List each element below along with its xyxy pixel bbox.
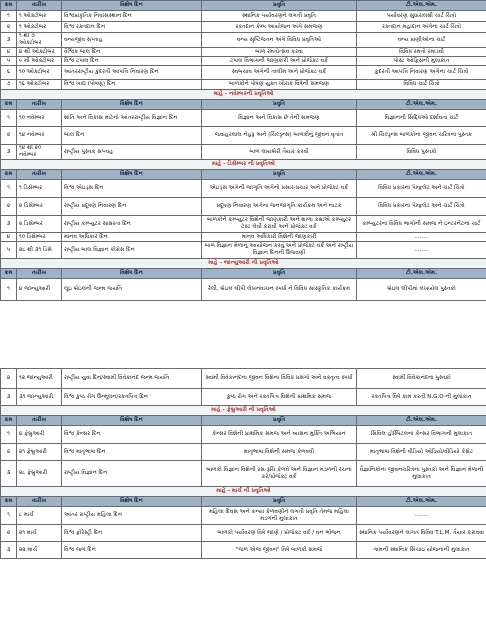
tlm-cell: વિજ્ઞાનની સિદ્ધિઓ દર્શાવતા ચાર્ટ — [357, 110, 486, 127]
header-special-day: વિશેષ દિન — [62, 497, 202, 507]
header-tlm: ટી.એલ.એમ. — [357, 416, 486, 426]
header-special-day: વિશેષ દિન — [62, 416, 202, 426]
tlm-cell: કમ્પ્યુટરના વિવિધ ભાગોની સમજ ને ઇન્ટરનેટના ચાર્ટ — [357, 216, 486, 233]
date-cell: ૨ ડિસેમ્બર — [17, 216, 62, 233]
month-section-title: માહે - માર્ચ ની પ્રવૃતિઓ — [1, 487, 486, 497]
header-tlm: ટી.એલ.એમ. — [357, 170, 486, 180]
serial-cell: ૬ — [1, 66, 17, 80]
tlm-cell: રક્તપિત્ત વિષે કામ કરતી N.G.O ની મુલાકાત — [357, 389, 486, 406]
date-cell: ૧ ઓક્ટોબર — [17, 22, 62, 33]
date-cell: ૨૧ માર્ચ — [17, 525, 62, 542]
activity-cell: "જળ એજ જીવન" વિષે બાળકો સમજે — [202, 542, 357, 559]
special-day-cell: વિશ્વ એઇડ્સ દિન — [62, 180, 202, 198]
serial-cell: ૧ — [1, 180, 17, 198]
header-serial: ક્રમ — [1, 170, 17, 180]
tlm-cell: સ્વામી વિવેકાનંદના પુસ્તકો — [357, 369, 486, 389]
date-cell: ૨ ડિસેમ્બર — [17, 198, 62, 216]
special-day-cell: આંતર રાષ્ટ્રીય મહિલા દિન — [62, 507, 202, 525]
table-row — [1, 369, 486, 389]
date-cell: ૨૮ થી ૩૧ ડિસે — [17, 242, 62, 259]
table-header-row — [1, 170, 486, 180]
date-cell: ૨૮ ફેબ્રુઆરી — [17, 461, 62, 487]
month-section-row — [1, 487, 486, 497]
special-day-cell: રાષ્ટ્રીય પુસ્તક સપ્તાહ — [62, 145, 202, 160]
date-cell: ૧૬ ઓક્ટોબર — [17, 80, 62, 90]
tlm-cell: સ્થાનિક પર્યાવરણને લાગત વિવિધ T.L.M. તૈયાર કરાવવા — [357, 525, 486, 542]
serial-cell: ૨ — [1, 444, 17, 461]
serial-cell: ૩ — [1, 461, 17, 487]
table-row — [1, 525, 486, 542]
special-day-cell: વિશ્વ ટપાલ દિન — [62, 57, 202, 66]
month-section-row — [1, 406, 486, 416]
table-header-row — [1, 269, 486, 279]
tlm-cell: ........ — [357, 242, 486, 259]
special-day-cell: વિશ્વ ફોરેસ્ટ્રી દિન — [62, 525, 202, 542]
month-section-title: માહે - જાન્યુઆરી ની પ્રવૃતિઓ — [1, 259, 486, 269]
table-row — [1, 426, 486, 444]
tlm-cell: બ્રેઇલ લીપીમાં લખાયેલ પુસ્તકો — [357, 279, 486, 301]
serial-cell: ૧ — [1, 110, 17, 127]
special-day-cell: લૂઇ બ્રેઇલની જન્મ જયંતિ — [62, 279, 202, 301]
serial-cell: ૩ — [1, 145, 17, 160]
header-special-day: વિશેષ દિન — [62, 1, 202, 11]
date-cell: ૪ થી ઓક્ટોબર — [17, 48, 62, 57]
tlm-cell: શ્રી ચિલ્ડ્રન્સ બાળકોના જીવન ચરિત્રના પુસ્તક — [357, 127, 486, 145]
header-tlm: ટી.એલ.એમ. — [357, 497, 486, 507]
date-cell: ૧૦ ડિસેમ્બર — [17, 233, 62, 242]
table-row — [1, 279, 486, 301]
serial-cell: ૩ — [1, 542, 17, 559]
tlm-cell: રક્તદાન મહાદાન અંગેના ચાર્ટ ચિત્રો — [357, 22, 486, 33]
date-cell: ૪ ફેબ્રુઆરી — [17, 426, 62, 444]
table-header-row — [1, 100, 486, 110]
tlm-cell: પોસ્ટ ઓફિસની મુલાકાત — [357, 57, 486, 66]
table-row — [1, 66, 486, 80]
activity-cell: બાળ લાયબ્રેરી તૈયાર કરવી — [202, 145, 357, 160]
table-row — [1, 507, 486, 525]
date-cell: ૪ જાન્યુઆરી — [17, 279, 62, 301]
tlm-cell: કુદરતી આપત્તિ નિવારણ અંગેના ચાર્ટ ચિત્રો — [357, 66, 486, 80]
date-cell: ૨૧ ફેબ્રુઆરી — [17, 444, 62, 461]
header-date: તારીખ — [17, 100, 62, 110]
table-row — [1, 11, 486, 22]
date-cell: ૨૨ માર્ચ — [17, 542, 62, 559]
table-row — [1, 542, 486, 559]
serial-cell: ૧ — [1, 279, 17, 301]
date-cell: ૧ થી ૭ ઓક્ટોબર — [17, 33, 62, 48]
tlm-cell: વિવિધ પુસ્તકો — [357, 145, 486, 160]
page-gap — [0, 340, 486, 368]
tlm-cell: ........ — [357, 233, 486, 242]
date-cell: ૩૧ જાન્યુઆરી — [17, 389, 62, 406]
activity-table-top — [0, 0, 486, 301]
schedule-sheet-bottom — [0, 368, 486, 640]
date-cell: ૧૨ જાન્યુઆરી — [17, 369, 62, 389]
table-header-row — [1, 1, 486, 11]
table-row — [1, 444, 486, 461]
header-date: તારીખ — [17, 497, 62, 507]
activity-cell: બાળ વિજ્ઞાન મેળાનું આયોજન કરવું અને પ્રોજેક્ટ વર્ક અને રાષ્ટ્રીય વિજ્ઞાન દિનની ઉજવણી — [202, 242, 357, 259]
activity-cell: રેલી, બ્રેઇલ લીપી લેખનવાચન સ્પર્ધા ને વિવિધ સાંસ્કૃતિક કાર્યક્રમ — [202, 279, 357, 301]
table-row — [1, 57, 486, 66]
date-cell: ૮ માર્ચ — [17, 507, 62, 525]
tlm-cell: વિવિધ પ્રકારના પેમ્ફલેટ અને ચાર્ટ ચિત્રો — [357, 180, 486, 198]
tlm-cell: સિવિલ હોસ્પિટલના કેન્સર વિભાગની મુલાકાત — [357, 426, 486, 444]
special-day-cell: વિશ્વપ્રાકૃતિક નિવાસસ્થાન દિન — [62, 11, 202, 22]
activity-cell: વન્ય સૃષ્ટિજતન અંગે વિવિધ પ્રવૃતિઓ — [202, 33, 357, 48]
date-cell: ૧ ઓક્ટોબર — [17, 11, 62, 22]
tlm-cell: ........ — [357, 507, 486, 525]
special-day-cell: વિશ્વ રક્તદાન દિન — [62, 22, 202, 33]
header-activity: પ્રવૃતિ — [202, 416, 357, 426]
tlm-cell: વિવિધ રમતો રમાડવી — [357, 48, 486, 57]
month-section-row — [1, 259, 486, 269]
activity-cell: સ્વબચાવ અંગેની તાલીમ અને પ્રોજેક્ટ વર્ક — [202, 66, 357, 80]
table-row — [1, 198, 486, 216]
special-day-cell: વિશ્વ કેન્સર દિન — [62, 426, 202, 444]
header-date: તારીખ — [17, 1, 62, 11]
header-serial: ક્રમ — [1, 100, 17, 110]
header-special-day: વિશેષ દિન — [62, 269, 202, 279]
special-day-cell: રાષ્ટ્રીય બાલ વિજ્ઞાન કોંગ્રેસ દિન — [62, 242, 202, 259]
table-row — [1, 242, 486, 259]
special-day-cell: માનવ અધિકાર દિન — [62, 233, 202, 242]
table-row — [1, 180, 486, 198]
date-cell: ૧૦ નવેમ્બર — [17, 110, 62, 127]
special-day-cell: વિશ્વ કુષ્ઠ રોગ ઉન્મૂલન/રક્તપિત્ત દિન — [62, 389, 202, 406]
serial-cell: ૪ — [1, 233, 17, 242]
tlm-cell: વિવિધ પ્રકારના પેમ્ફલેટ અને ચાર્ટ ચિત્રો — [357, 198, 486, 216]
table-row — [1, 216, 486, 233]
date-cell: ૯ મી ઓક્ટોબર — [17, 57, 62, 66]
tlm-cell: વન્ય પ્રાણીઓના ચાર્ટ — [357, 33, 486, 48]
activity-cell: બાળકો પર્યાવરણ વિષે જાણે / પ્રોજેક્ટ વર્ક / વન ભોજન — [202, 525, 357, 542]
special-day-cell: રાષ્ટ્રીય પ્રદૂષણ નિવારણ દિન — [62, 198, 202, 216]
serial-cell: ૩ — [1, 389, 17, 406]
special-day-cell: આંતરરાષ્ટ્રીય કુદરતી આપત્તિ નિવારણ દિન — [62, 66, 202, 80]
date-cell: ૧૪ નવેમ્બર — [17, 127, 62, 145]
activity-cell: માતૃભાષા વિશેની સમજ કેળવવી — [202, 444, 357, 461]
serial-cell: ૨ — [1, 22, 17, 33]
table-header-row — [1, 497, 486, 507]
table-row — [1, 33, 486, 48]
header-activity: પ્રવૃતિ — [202, 100, 357, 110]
activity-cell: કેન્સર વિશેની પ્રાથમિક સમજ અને વ્યસન મુક્તિ અભિયાન — [202, 426, 357, 444]
table-row — [1, 389, 486, 406]
header-serial: ક્રમ — [1, 497, 17, 507]
activity-cell: કુષ્ઠ રોગ અને રક્તપિત્ત વિશેની પ્રાથમિક સમજ — [202, 389, 357, 406]
activity-cell: જવાહરલાલ નેહરૂ અને (ચિલ્ડ્રન્સ) બાળકોનું જીવન વૃતાંત — [202, 127, 357, 145]
serial-cell: ૧ — [1, 507, 17, 525]
header-serial: ક્રમ — [1, 269, 17, 279]
tlm-cell: ગામની સ્થાનિક સિંચાઇ યોજનાની મુલાકાત — [357, 542, 486, 559]
table-row — [1, 48, 486, 57]
activity-cell: સ્થાનિક પર્યાવરણને લગતી પ્રવૃતિ — [202, 11, 357, 22]
tlm-cell: વૈજ્ઞાનિકોના જીવનચરિત્રના પુસ્તકો અને વિજ્ઞાન મેળાની મુલાકાત — [357, 461, 486, 487]
activity-cell: વિજ્ઞાન અને વિકાસ છે તેની સમજણ — [202, 110, 357, 127]
serial-cell: ૧ — [1, 426, 17, 444]
table-row — [1, 22, 486, 33]
special-day-cell: વિશ્વ ખાદ્ય (પોષણ) દિન — [62, 80, 202, 90]
date-cell: ૧૪ થી ૨૦ નવેમ્બર — [17, 145, 62, 160]
activity-cell: પ્રદૂષણ નિવારણ અંગેના જનજાગૃતિ કાર્યક્રમ અને નાટક — [202, 198, 357, 216]
special-day-cell: શાંતિ અને વિકાસ માટેનો આંતરરાષ્ટ્રીય વિજ્ઞાન દિન — [62, 110, 202, 127]
serial-cell: ૪ — [1, 48, 17, 57]
serial-cell: ૨ — [1, 127, 17, 145]
activity-cell: ટપાલ વિભાગની જાણકારી અને પ્રોજેક્ટ વર્ક — [202, 57, 357, 66]
special-day-cell: વિશ્વ જળ દિન — [62, 542, 202, 559]
tlm-cell: માતૃભાષા વિશેની વીડિયો ઓડિયો/વીડિયો કેસેટ — [357, 444, 486, 461]
serial-cell: ૫ — [1, 242, 17, 259]
activity-cell: બાળ રમતોત્સવ કરવા — [202, 48, 357, 57]
header-special-day: વિશેષ દિન — [62, 100, 202, 110]
header-activity: પ્રવૃતિ — [202, 170, 357, 180]
serial-cell: ૧ — [1, 11, 17, 22]
month-section-title: માહે - ડિસેમ્બર ની પ્રવૃતિઓ — [1, 160, 486, 170]
special-day-cell: બાલ દિન — [62, 127, 202, 145]
date-cell: ૧૦ ઓક્ટોબર — [17, 66, 62, 80]
table-row — [1, 233, 486, 242]
table-row — [1, 145, 486, 160]
date-cell: ૧ ડિસેમ્બર — [17, 180, 62, 198]
activity-cell: એઇડ્સ અંગેની જાગૃતિ અંગેનો પ્રસાર-પ્રચાર અને પ્રોજેક્ટ વર્ક — [202, 180, 357, 198]
header-date: તારીખ — [17, 269, 62, 279]
activity-cell: બાળકોને કમ્પ્યુટર વિશેની જાણકારી અને શાળા કક્ષાએ કમ્પ્યુટર ટેસ્ટ લેવી કરાવી અને પ્રોજેક્ટ વર્ક — [202, 216, 357, 233]
activity-cell: સ્વામી વિવેકાનંદના જીવન વિશેના વિવિધ પ્રસંગો અને વક્તૃત્વ સ્પર્ધા — [202, 369, 357, 389]
serial-cell: ૨ — [1, 525, 17, 542]
serial-cell: ૩ — [1, 216, 17, 233]
header-activity: પ્રવૃતિ — [202, 269, 357, 279]
month-section-row — [1, 90, 486, 100]
special-day-cell: રાષ્ટ્રીય કમ્પ્યુટર સાક્ષરતા દિન — [62, 216, 202, 233]
header-date: તારીખ — [17, 416, 62, 426]
activity-cell: બાળકો વિજ્ઞાન વિશેની રસ-રૂચિ કેળવે અને વિજ્ઞાન મંડળની રચના કરે/પ્રોજેક્ટ વર્ક — [202, 461, 357, 487]
serial-cell: ૫ — [1, 57, 17, 66]
header-tlm: ટી.એલ.એમ. — [357, 269, 486, 279]
serial-cell: ૭ — [1, 80, 17, 90]
special-day-cell: રાષ્ટ્રીય વિજ્ઞાન દિન — [62, 461, 202, 487]
month-section-title: માહે - ફેબ્રુઆરી ની પ્રવૃતિઓ — [1, 406, 486, 416]
table-header-row — [1, 416, 486, 426]
activity-cell: મહિલા દિવસ અને કન્યા કેળવણીને લગતી પ્રવૃતિ તેમજ મહિલા મંડળની મુલાકાત — [202, 507, 357, 525]
activity-cell: રક્તદાન કેમ્પ આયોજન અંગે સમજણ — [202, 22, 357, 33]
special-day-cell: રાષ્ટ્રીય યુવા દિન/સ્વામી વિવેકાનંદ જન્મ જયંતિ — [62, 369, 202, 389]
serial-cell: ૨ — [1, 369, 17, 389]
activity-cell: માનવ અધિકારો વિશેની જાણકારી — [202, 233, 357, 242]
tlm-cell: પર્યાવરણ સુધારાલક્ષી ચાર્ટ ચિત્રો — [357, 11, 486, 22]
special-day-cell: વૈશ્વિક બાલ દિન — [62, 48, 202, 57]
serial-cell: ૨ — [1, 198, 17, 216]
special-day-cell: વન્યજીવ સપ્તાહ — [62, 33, 202, 48]
header-serial: ક્રમ — [1, 1, 17, 11]
header-activity: પ્રવૃતિ — [202, 1, 357, 11]
table-row — [1, 80, 486, 90]
header-tlm: ટી.એલ.એમ. — [357, 1, 486, 11]
tlm-cell: વિવિધ ચાર્ટ ચિત્રો — [357, 80, 486, 90]
header-tlm: ટી.એલ.એમ. — [357, 100, 486, 110]
activity-table-bottom — [0, 368, 486, 559]
header-date: તારીખ — [17, 170, 62, 180]
serial-cell: ૩ — [1, 33, 17, 48]
header-activity: પ્રવૃતિ — [202, 497, 357, 507]
month-section-row — [1, 160, 486, 170]
header-serial: ક્રમ — [1, 416, 17, 426]
special-day-cell: વિશ્વ માતૃભાષા દિન — [62, 444, 202, 461]
header-special-day: વિશેષ દિન — [62, 170, 202, 180]
activity-cell: બાળકોને પોષણ યુક્ત ખોરાક વિષેની સમજણ — [202, 80, 357, 90]
month-section-title: માહે - નવેમ્બરની પ્રવૃતિઓ — [1, 90, 486, 100]
table-row — [1, 461, 486, 487]
table-row — [1, 110, 486, 127]
table-row — [1, 127, 486, 145]
